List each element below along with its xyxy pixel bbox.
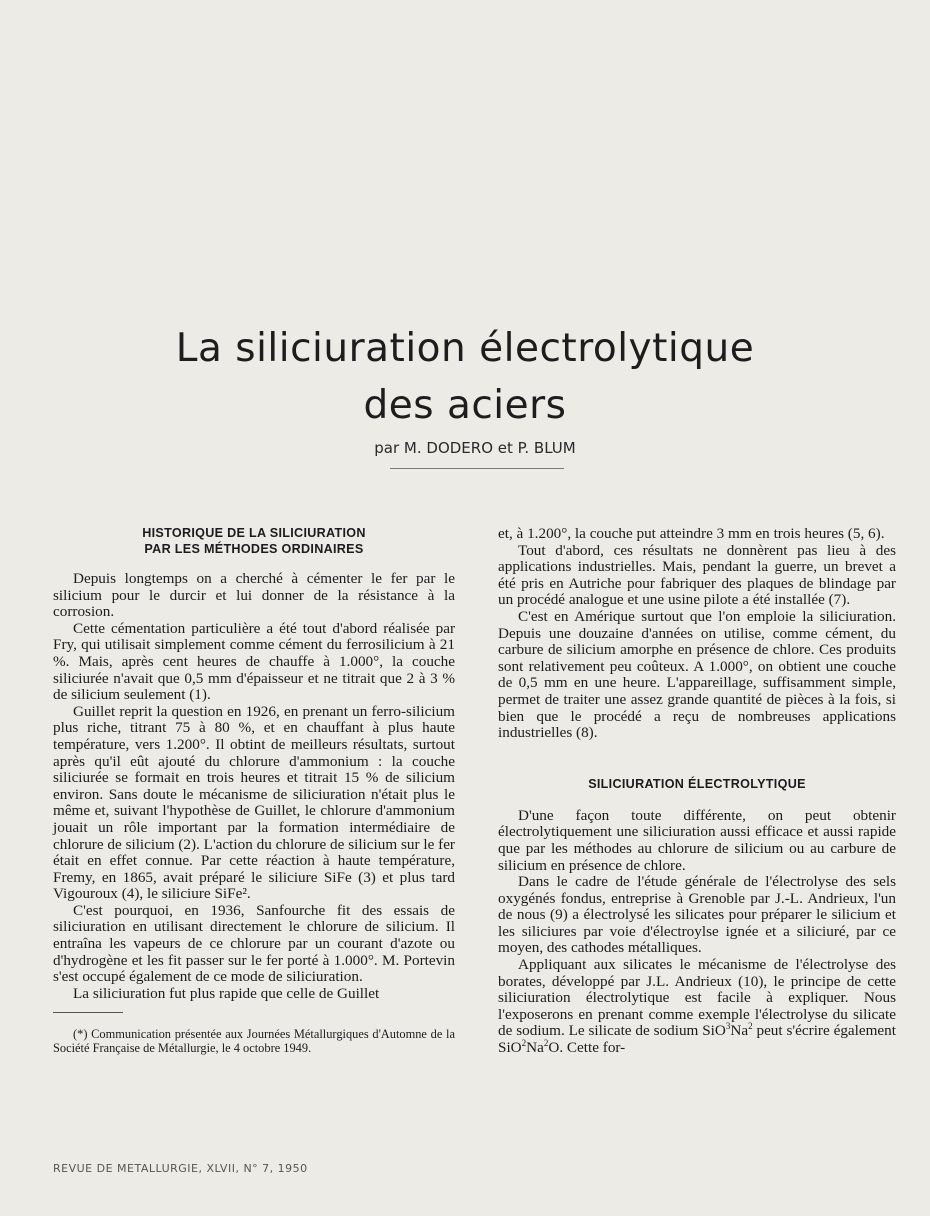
paragraph: C'est en Amérique surtout que l'on emploie la siliciuration. Depuis une douzaine d'années on utilise, comme cément, du carbure de silicium amorphe en présence de chlore. Ces produits sont relativement peu coûteux. A 1.000°, on obtient une couche de 0,5 mm en une heure. L'appareillage, suffisamment simple, permet de traiter une assez grande quantité de pièces à la fois, si bien que le procédé a reçu de nombreuses applications industrielles (8). xyxy=(498,607,896,742)
section-heading-historique xyxy=(53,525,455,557)
paragraph: D'une façon toute différente, on peut obtenir électrolytiquement une siliciuration aussi efficace et aussi rapide que par les méthodes au chlorure de silicium ou au carbure de silicium en présence de chlore. xyxy=(498,806,896,874)
footnote: (*) Communication présentée aux Journées Métallurgiques d'Automne de la Société Française de Métallurgie, le 4 octobre 1949. xyxy=(53,1027,455,1056)
article-title-line-2: des aciers xyxy=(363,383,567,428)
article-title-line-1: La siliciuration électrolytique xyxy=(175,326,755,371)
formula-2: SiO$^2$Na$^2$O xyxy=(498,1037,560,1057)
right-column xyxy=(498,526,896,1057)
text-run: Appliquant aux silicates le mécanisme de l'électrolyse des borates, développé par J.L. Andrieux (10), le principe de cette siliciuration électrolytique est facile à expliquer. Nous l'exposerons en prenant comme exemple l'électrolyse du silicate de sodium. Le silicate de sodium SiO xyxy=(498,956,896,1040)
formula-1: $^3$Na$^2$ xyxy=(725,1021,753,1040)
paragraph-last xyxy=(498,957,896,1057)
paragraph: Dans le cadre de l'étude générale de l'électrolyse des sels oxygénés fondus, entreprise à Grenoble par J.-L. Andrieux, l'un de nous (9) a électrolysé les silicates pour préparer le silicium et les siliciures par voie d'électroylse ignée et a siliciuré, par ce moyen, des cathodes métalliques. xyxy=(498,873,896,957)
paragraph: Cette cémentation particulière a été tout d'abord réalisée par Fry, qui utilisait simplement comme cément du ferrosilicium à 21 %. Mais, après cent heures de chauffe à 1.000°, la couche siliciurée n'avait que 0,5 mm d'épaisseur et ne titrait que 2 à 3 % de silicium seulement (1). xyxy=(53,619,455,704)
left-column xyxy=(53,525,455,1055)
text-run: . Cette for- xyxy=(559,1039,626,1057)
heading-line-2: PAR LES MÉTHODES ORDINAIRES xyxy=(144,542,364,556)
footnote-divider xyxy=(53,1012,123,1013)
paragraph-continued: et, à 1.200°, la couche put atteindre 3 mm en trois heures (5, 6). xyxy=(498,525,885,542)
paragraph: La siliciuration fut plus rapide que celle de Guillet xyxy=(73,984,380,1002)
journal-reference: REVUE DE METALLURGIE, XLVII, N° 7, 1950 xyxy=(53,1162,308,1175)
heading-line-1: HISTORIQUE DE LA SILICIURATION xyxy=(142,526,366,540)
byline: par M. DODERO et P. BLUM xyxy=(374,439,576,457)
section-heading-electrolytique: SILICIURATION ÉLECTROLYTIQUE xyxy=(588,776,806,791)
paragraph: Guillet reprit la question en 1926, en prenant un ferro-silicium plus riche, titrant 75 à 80 %, et en chauffant à plus haute température, vers 1.200°. Il obtint de meilleurs résultats, surtout après qu'il eût ajouté du chlorure d'ammonium : la couche siliciurée se formait en trois heures et titrait 15 % de silicium environ. Sans doute le mécanisme de siliciuration n'était plus le même et, suivant l'hypothèse de Guillet, le chlorure d'ammonium jouait un rôle important par la formation intermédiaire de chlorure de silicium (2). L'action du chlorure de silicium sur le fer était en effet connue. Par cette réaction à haute température, Fremy, en 1865, avait préparé le siliciure SiFe (3) et plus tard Vigouroux (4), le siliciure SiFe². xyxy=(53,702,455,903)
text-run: peut s'écrire également xyxy=(752,1022,896,1040)
paragraph: C'est pourquoi, en 1936, Sanfourche fit des essais de siliciuration en utilisant directement le chlorure de silicium. Il entraîna les vapeurs de ce chlorure par un courant d'azote ou d'hydrogène et les fit passer sur le fer porté à 1.000°. M. Portevin s'est occupé également de ce mode de siliciuration. xyxy=(53,901,455,986)
paragraph: Depuis longtemps on a cherché à cémenter le fer par le silicium pour le durcir et lui donner de la résistance à la corrosion. xyxy=(53,570,455,621)
title-divider xyxy=(390,468,564,469)
paragraph: Tout d'abord, ces résultats ne donnèrent pas lieu à des applications industrielles. Mais, pendant la guerre, un brevet a été pris en Autriche pour fabriquer des plaques de blindage par un procédé analogue et une usine pilote a été installée (7). xyxy=(498,541,896,609)
